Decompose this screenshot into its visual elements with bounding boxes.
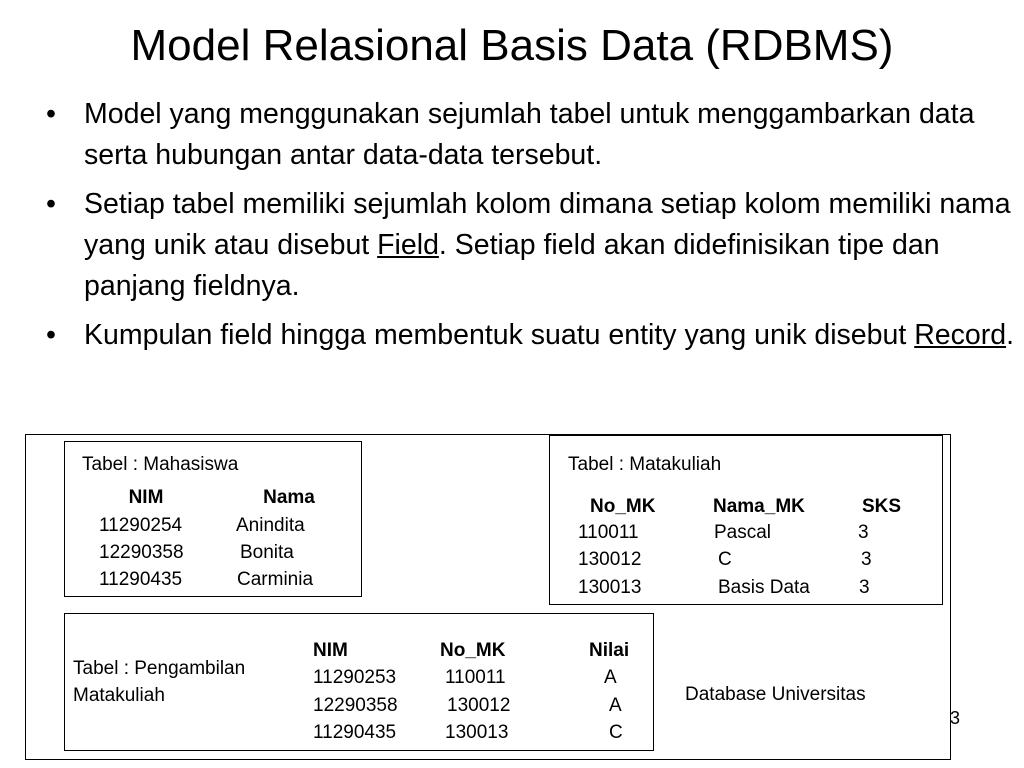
table-cell: Pascal: [714, 522, 772, 543]
table-cell: 130012: [447, 695, 511, 716]
column-header: No_MK: [590, 496, 656, 517]
column-header: Nama: [263, 487, 315, 508]
table-cell: 110011: [445, 667, 506, 688]
table-cell: Carminia: [237, 569, 314, 590]
table-cell: 11290435: [99, 569, 183, 590]
bullet-item: [46, 94, 1016, 176]
table-cell: 12290358: [99, 542, 184, 563]
column-header: NIM: [313, 640, 348, 661]
column-header: NIM: [128, 487, 164, 508]
table-cell: Basis Data: [718, 577, 810, 598]
bullet-dot: •: [46, 319, 56, 351]
table-cell: 3: [859, 577, 870, 598]
bullet-text: Kumpulan field hingga membentuk suatu entity yang unik disebut: [84, 319, 915, 351]
table-cell: 110011: [578, 522, 639, 543]
bullet-text: .: [1006, 319, 1014, 351]
table-cell: Bonita: [240, 542, 294, 563]
table-caption: Tabel : Matakuliah: [568, 454, 722, 475]
table-cell: C: [609, 722, 623, 743]
table-caption: Tabel : Pengambilan: [73, 658, 246, 679]
bullet-item: [46, 184, 1016, 307]
bullet-list: [46, 94, 1016, 364]
table-cell: 130013: [445, 722, 509, 743]
table-cell: 11290435: [313, 722, 397, 743]
slide-title: Model Relasional Basis Data (RDBMS): [130, 21, 894, 70]
bullet-text: Model yang menggunakan sejumlah tabel untuk menggambarkan data serta hubungan antar data-data tersebut.: [84, 98, 975, 171]
table-cell: 11290254: [99, 515, 183, 536]
table-cell: Anindita: [236, 515, 305, 536]
bullet-item: [46, 315, 1016, 356]
table-cell: 12290358: [313, 695, 398, 716]
table-cell: 130013: [578, 577, 642, 598]
column-header: No_MK: [440, 640, 506, 661]
column-header: Nama_MK: [713, 496, 805, 517]
page-number: 3: [950, 708, 961, 728]
table-caption: Matakuliah: [73, 685, 165, 706]
table-cell: A: [609, 695, 622, 716]
bullet-dot: •: [46, 188, 56, 220]
record-term: Record: [914, 319, 1007, 351]
table-cell: 130012: [578, 549, 642, 570]
table-cell: 11290253: [313, 667, 397, 688]
table-cell: 3: [858, 522, 869, 543]
bullet-text: Setiap tabel memiliki sejumlah kolom dimana setiap kolom memiliki nama yang unik atau disebut: [84, 188, 1011, 261]
table-cell: A: [604, 667, 617, 688]
table-cell: C: [718, 549, 732, 570]
column-header: SKS: [862, 496, 902, 517]
database-label: Database Universitas: [685, 684, 866, 705]
bullet-text: . Setiap field akan didefinisikan tipe dan panjang fieldnya.: [84, 229, 940, 302]
field-term: Field: [377, 229, 439, 261]
table-cell: 3: [861, 549, 872, 570]
bullet-dot: •: [46, 98, 56, 130]
table-caption: Tabel : Mahasiswa: [82, 454, 239, 475]
column-header: Nilai: [589, 640, 630, 661]
